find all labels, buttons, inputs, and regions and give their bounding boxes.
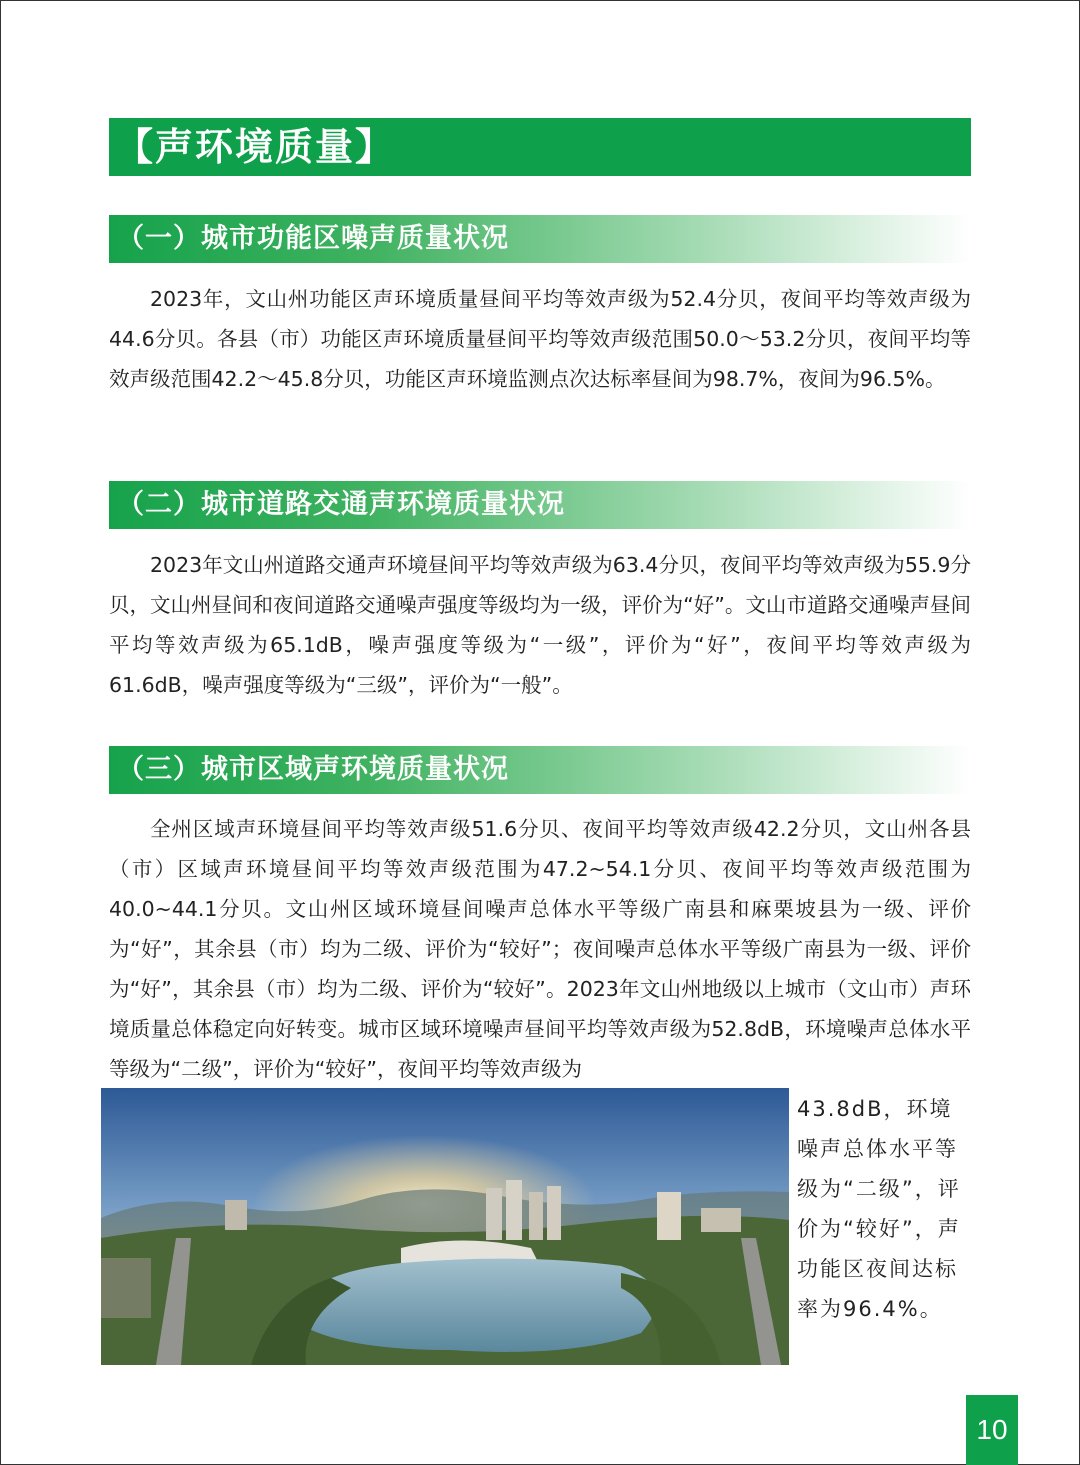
section-heading-3: （三）城市区域声环境质量状况 — [109, 746, 971, 794]
page-number: 10 — [966, 1395, 1018, 1465]
page-title: 【声环境质量】 — [109, 118, 971, 176]
section-heading-2: （二）城市道路交通声环境质量状况 — [109, 481, 971, 529]
city-lake-panorama-photo — [101, 1088, 789, 1365]
section-paragraph-3: 全州区域声环境昼间平均等效声级51.6分贝、夜间平均等效声级42.2分贝，文山州各县（市）区域声环境昼间平均等效声级范围为47.2~54.1分贝、夜间平均等效声级范围为40.0~44.1分贝。文山州区域环境昼间噪声总体水平等级广南县和麻栗坡县为一级、评价为“好”，其余县（市）均为二级、评价为“较好”；夜间噪声总体水平等级广南县为一级、评价为“好”，其余县（市）均为二级、评价为“较好”。2023年文山州地级以上城市（文山市）声环境质量总体稳定向好转变。城市区域环境噪声昼间平均等效声级为52.8dB，环境噪声总体水平等级为“二级”，评价为“较好”，夜间平均等效声级为 — [109, 817, 971, 1081]
side-paragraph: 43.8dB，环境噪声总体水平等级为“二级”，评价为“较好”，声功能区夜间达标率为96.4%。 — [797, 1097, 961, 1321]
section-heading-1: （一）城市功能区噪声质量状况 — [109, 215, 971, 263]
section-paragraph-2: 2023年文山州道路交通声环境昼间平均等效声级为63.4分贝，夜间平均等效声级为55.9分贝，文山州昼间和夜间道路交通噪声强度等级均为一级，评价为“好”。文山市道路交通噪声昼间平均等效声级为65.1dB，噪声强度等级为“一级”，评价为“好”，夜间平均等效声级为61.6dB，噪声强度等级为“三级”，评价为“一般”。 — [109, 553, 971, 697]
section-paragraph-1: 2023年，文山州功能区声环境质量昼间平均等效声级为52.4分贝，夜间平均等效声级为44.6分贝。各县（市）功能区声环境质量昼间平均等效声级范围50.0～53.2分贝，夜间平均等效声级范围42.2～45.8分贝，功能区声环境监测点次达标率昼间为98.7%，夜间为96.5%。 — [109, 287, 971, 391]
